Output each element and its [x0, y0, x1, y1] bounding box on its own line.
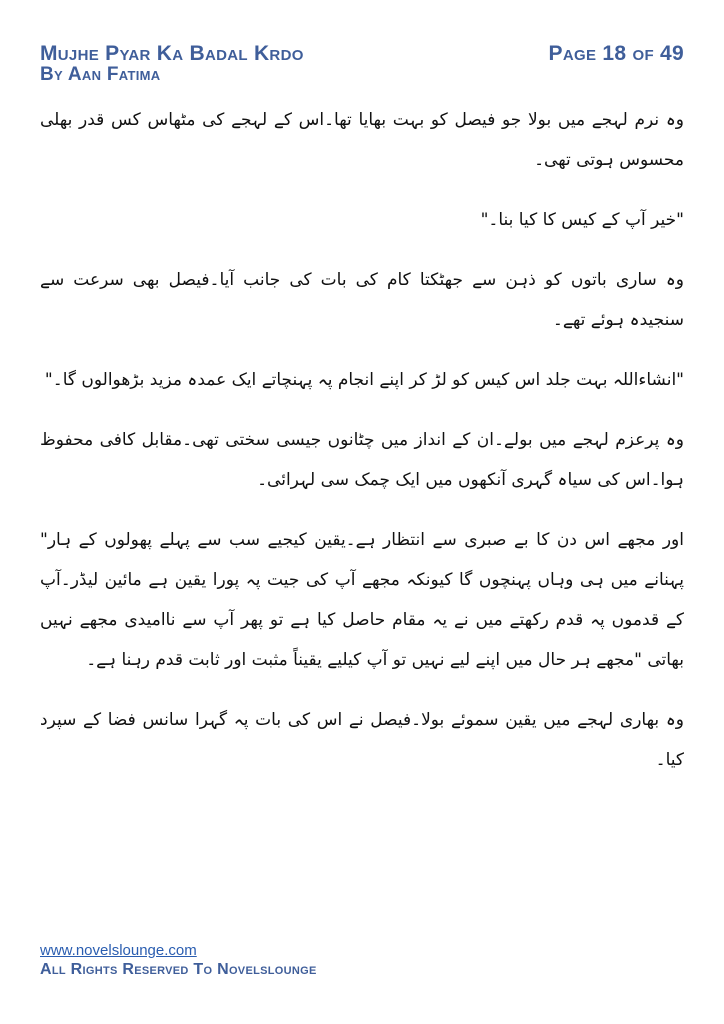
book-title: Mujhe Pyar Ka Badal Krdo: [40, 42, 304, 65]
novel-text: [40, 100, 684, 800]
paragraph: وہ نرم لہجے میں بولا جو فیصل کو بہت بھایا تھا۔اس کے لہجے کی مٹھاس کس قدر بھلی محسوس ہوتی تھی۔: [40, 110, 684, 170]
paragraph: وہ پرعزم لہجے میں بولے۔ان کے انداز میں چٹانوں جیسی سختی تھی۔مقابل کافی محفوظ ہوا۔اس کی سیاہ گہری آنکھوں میں ایک چمک سی لہرائی۔: [40, 430, 684, 490]
author-line: By Aan Fatima: [40, 64, 161, 85]
page-number: Page 18 of 49: [548, 42, 684, 65]
page-footer: [40, 942, 317, 979]
page-header: [40, 42, 684, 86]
paragraph: وہ بھاری لہجے میں یقین سموئے بولا۔فیصل نے اس کی بات پہ گہرا سانس فضا کے سپرد کیا۔: [40, 710, 684, 770]
paragraph: اور مجھے اس دن کا بے صبری سے انتظار ہے۔یقین کیجیے سب سے پہلے پھولوں کے ہار" پہنانے میں ہی وہاں پہنچوں گا کیونکہ مجھے آپ کی جیت پہ پورا یقین ہے مائین لیڈر۔آپ کے قدموں پہ قدم رکھتے میں نے یہ مقام حاصل کیا ہے تو پھر آپ سے ناامیدی مجھے نہیں بھاتی "مجھے ہر حال میں اپنے لیے نہیں تو آپ کیلیے یقیناً مثبت اور ثابت قدم رہنا ہے۔: [40, 530, 684, 670]
paragraph: وہ ساری باتوں کو ذہن سے جھٹکتا کام کی بات کی جانب آیا۔فیصل بھی سرعت سے سنجیدہ ہوئے تھے۔: [40, 270, 684, 330]
paragraph: "انشاءاللہ بہت جلد اس کیس کو لڑ کر اپنے انجام پہ پہنچاتے ایک عمدہ مزید بڑھوالوں گا۔": [44, 370, 684, 390]
website-link[interactable]: www.novelslounge.com: [40, 942, 197, 959]
paragraph: "خیر آپ کے کیس کا کیا بنا۔": [480, 210, 684, 230]
rights-notice: All Rights Reserved To Novelslounge: [40, 961, 317, 978]
title-row: [40, 42, 684, 66]
